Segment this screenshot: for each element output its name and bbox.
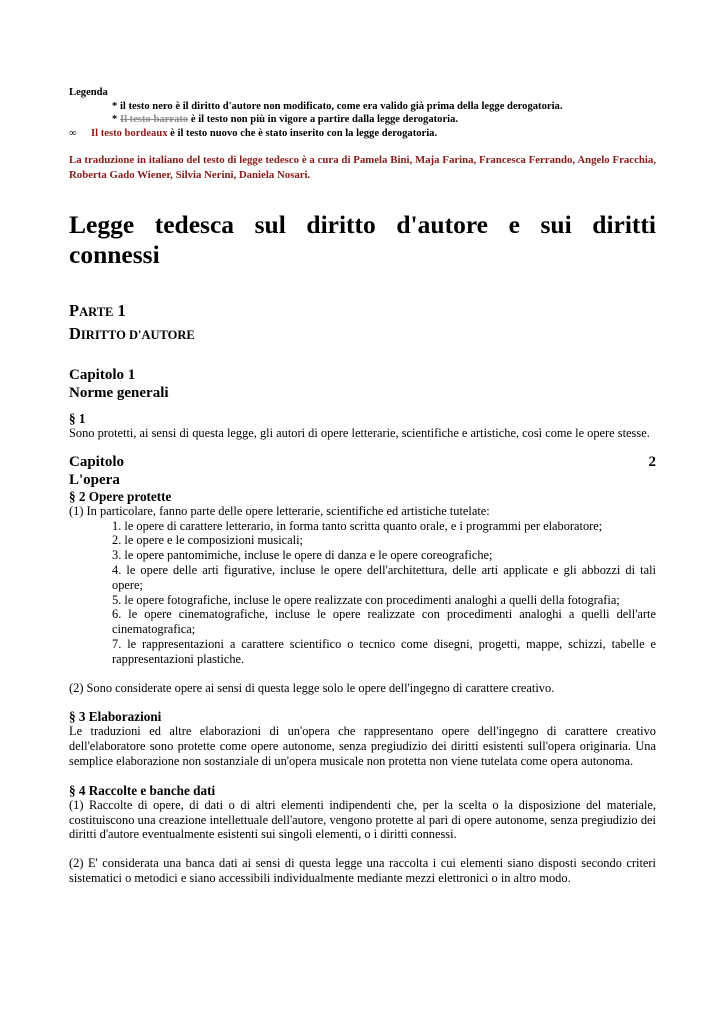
legend-line-struck (69, 113, 656, 127)
list-item: 3. le opere pantomimiche, incluse le opere di danza e le opere coreografiche; (112, 548, 493, 563)
part-num: 1 (113, 301, 126, 320)
section-1-text: Sono protetti, ai sensi di questa legge, gli autori di opere letterarie, scientifiche e artistiche, così come le opere stesse. (69, 426, 650, 440)
chapter-1-title: Norme generali (69, 385, 169, 401)
chapter-2-heading (69, 453, 656, 471)
chapter-1-label: Capitolo 1 (69, 367, 136, 383)
list-item: 7. le rappresentazioni a carattere scientifico o tecnico come disegni, progetti, mappe, schizzi, tabelle e rappresentazioni plastiche. (112, 636, 656, 666)
chapter-2-label: Capitolo (69, 453, 125, 470)
section-2-paragraph-2: (2) Sono considerate opere ai sensi di questa legge solo le opere dell'ingegno di carattere creativo. (69, 680, 555, 695)
chapter-2-number: 2 (648, 453, 656, 470)
part-label-initial: P (69, 301, 80, 320)
section-4-paragraph-1: (1) Raccolte di opere, di dati o di altri elementi indipendenti che, per la scelta o la disposizione del materiale, costituiscono una creazione intellettuale dell'autore, vengono protette al pari di opere autonome, senza pregiudizio dei diritti d'autore eventualmente esistenti sui singoli elementi, o i diritti connessi. (69, 797, 656, 842)
bordeaux-text-sample: Il testo bordeaux (91, 127, 168, 139)
part-label-rest: ARTE (79, 305, 114, 319)
legend-line-black: * il testo nero è il diritto d'autore non modificato, come era valido già prima della legge derogatoria. (112, 100, 563, 112)
part-heading (69, 300, 656, 346)
section-4-paragraph-2: (2) E' considerata una banca dati ai sensi di questa legge una raccolta i cui elementi siano disposti secondo criteri sistematici o metodici e siano accessibili individualmente mediante mezzi elettronici o in altro modo. (69, 856, 656, 885)
document-title: Legge tedesca sul diritto d'autore e sui diritti connessi (69, 210, 656, 269)
part-title (69, 323, 656, 346)
part-title-initial: D (69, 324, 81, 343)
list-item: 5. le opere fotografiche, incluse le opere realizzate con procedimenti analoghi a quelli della fotografia; (112, 592, 620, 607)
list-item: 6. le opere cinematografiche, incluse le opere realizzate con procedimenti analoghi a quelli dell'arte cinematografica; (112, 607, 656, 637)
part-title-rest: IRITTO D'AUTORE (80, 328, 195, 342)
legend-line-struck-rest: è il testo non più in vigore a partire dalla legge derogatoria. (188, 114, 459, 125)
translation-credits: La traduzione in italiano del testo di legge tedesco è a cura di Pamela Bini, Maja Farina, Francesca Ferrando, Angelo Fracchia, Roberta Gado Wiener, Silvia Nerini, Daniela Nosari. (69, 154, 656, 181)
section-2-intro: (1) In particolare, fanno parte delle opere letterarie, scientifiche ed artistiche tutelate: (69, 503, 490, 518)
chapter-2-title: L'opera (69, 471, 120, 488)
legend (69, 86, 656, 140)
legend-line-bordeaux (69, 127, 656, 141)
part-number (69, 300, 656, 323)
struck-text-sample: Il testo barrato (119, 114, 189, 125)
chapter-1-heading (69, 366, 656, 402)
document-page (69, 86, 656, 886)
section-4 (69, 783, 656, 886)
section-1-heading: § 1 (69, 411, 86, 426)
section-1 (69, 411, 656, 441)
section-4-heading: § 4 Raccolte e banche dati (69, 782, 216, 798)
list-item: 2. le opere e le composizioni musicali; (112, 533, 303, 548)
bullet: * (112, 114, 120, 125)
section-3 (69, 709, 656, 768)
section-2-heading: § 2 Opere protette (69, 488, 172, 504)
list-item: 1. le opere di carattere letterario, in forma tanto scritta quanto orale, e i programmi per elaboratore; (112, 518, 603, 533)
section-2-list (69, 519, 656, 667)
infinity-icon: ∞ (69, 127, 77, 139)
section-3-heading: § 3 Elaborazioni (69, 709, 162, 725)
legend-line-bordeaux-rest: è il testo nuovo che è stato inserito con la legge derogatoria. (167, 127, 438, 139)
section-3-text: Le traduzioni ed altre elaborazioni di un'opera che rappresentano opere dell'ingegno di carattere creativo dell'elaboratore sono protette come opere autonome, senza pregiudizio dei diritti esistenti sull'opera originaria. Una semplice elaborazione non sostanziale di un'opera musicale non protetta non viene tutelata come opera autonoma. (69, 724, 656, 768)
legend-title: Legenda (69, 87, 108, 98)
section-2 (69, 489, 656, 696)
list-item: 4. le opere delle arti figurative, incluse le opere dell'architettura, delle arti applicate e gli abbozzi di tali opere; (112, 562, 656, 592)
